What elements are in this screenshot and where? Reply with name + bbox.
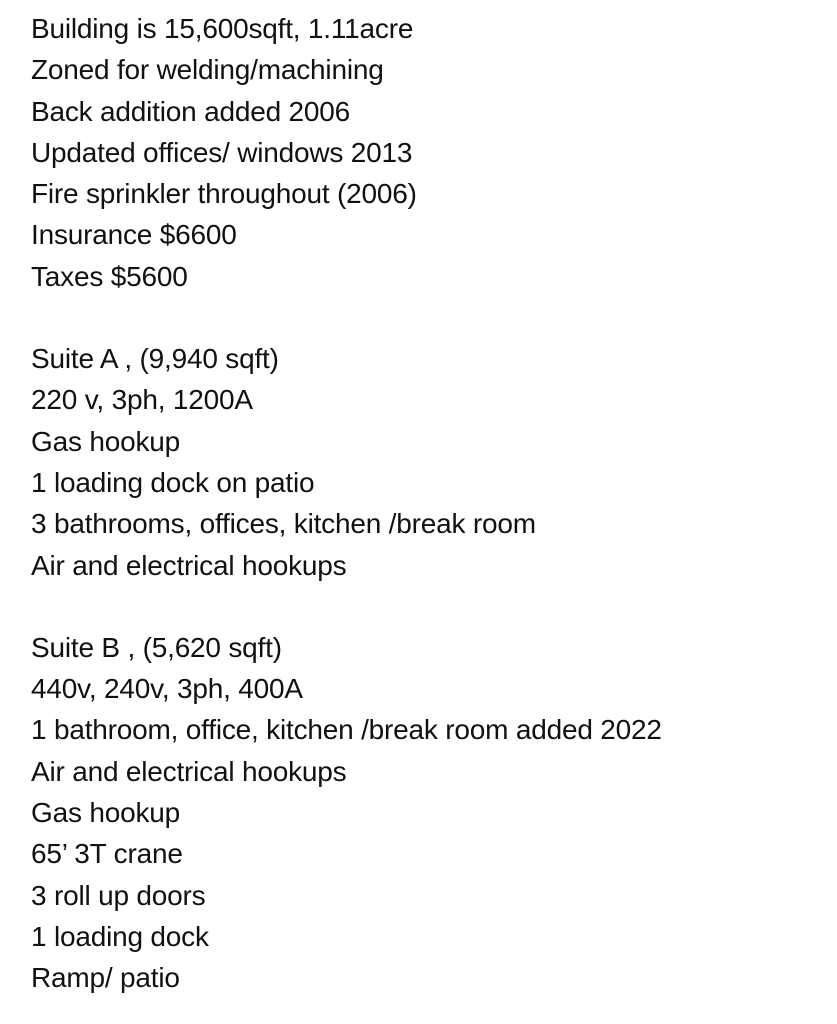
- suite-b-ramp-line: Ramp/ patio: [31, 962, 180, 994]
- building-section: [31, 8, 821, 297]
- suite-a-power-line: 220 v, 3ph, 1200A: [31, 384, 253, 416]
- suite-a-gas-line: Gas hookup: [31, 425, 180, 457]
- suite-b-section: [31, 627, 821, 999]
- taxes-line: Taxes $5600: [31, 260, 188, 292]
- suite-a-loading-dock-line: 1 loading dock on patio: [31, 466, 315, 498]
- suite-a-section: [31, 338, 821, 586]
- suite-b-hookups-line: Air and electrical hookups: [31, 755, 347, 787]
- suite-a-hookups-line: Air and electrical hookups: [31, 549, 347, 581]
- suite-b-power-line: 440v, 240v, 3ph, 400A: [31, 673, 303, 705]
- building-size-line: Building is 15,600sqft, 1.11acre: [31, 13, 414, 44]
- suite-b-crane-line: 65’ 3T crane: [31, 838, 183, 870]
- suite-b-heading: Suite B , (5,620 sqft): [31, 631, 282, 663]
- suite-a-rooms-line: 3 bathrooms, offices, kitchen /break room: [31, 508, 536, 540]
- suite-b-loading-dock-line: 1 loading dock: [31, 920, 209, 952]
- suite-a-heading: Suite A , (9,940 sqft): [31, 343, 279, 375]
- zoning-line: Zoned for welding/machining: [31, 54, 384, 86]
- document-body: [31, 8, 821, 999]
- back-addition-line: Back addition added 2006: [31, 95, 351, 127]
- suite-b-rooms-line: 1 bathroom, office, kitchen /break room added 2022: [31, 714, 662, 746]
- fire-sprinkler-line: Fire sprinkler throughout (2006): [31, 178, 417, 210]
- insurance-line: Insurance $6600: [31, 219, 237, 251]
- updated-offices-line: Updated offices/ windows 2013: [31, 136, 413, 168]
- suite-b-roll-up-doors-line: 3 roll up doors: [31, 879, 206, 911]
- suite-b-gas-line: Gas hookup: [31, 797, 180, 829]
